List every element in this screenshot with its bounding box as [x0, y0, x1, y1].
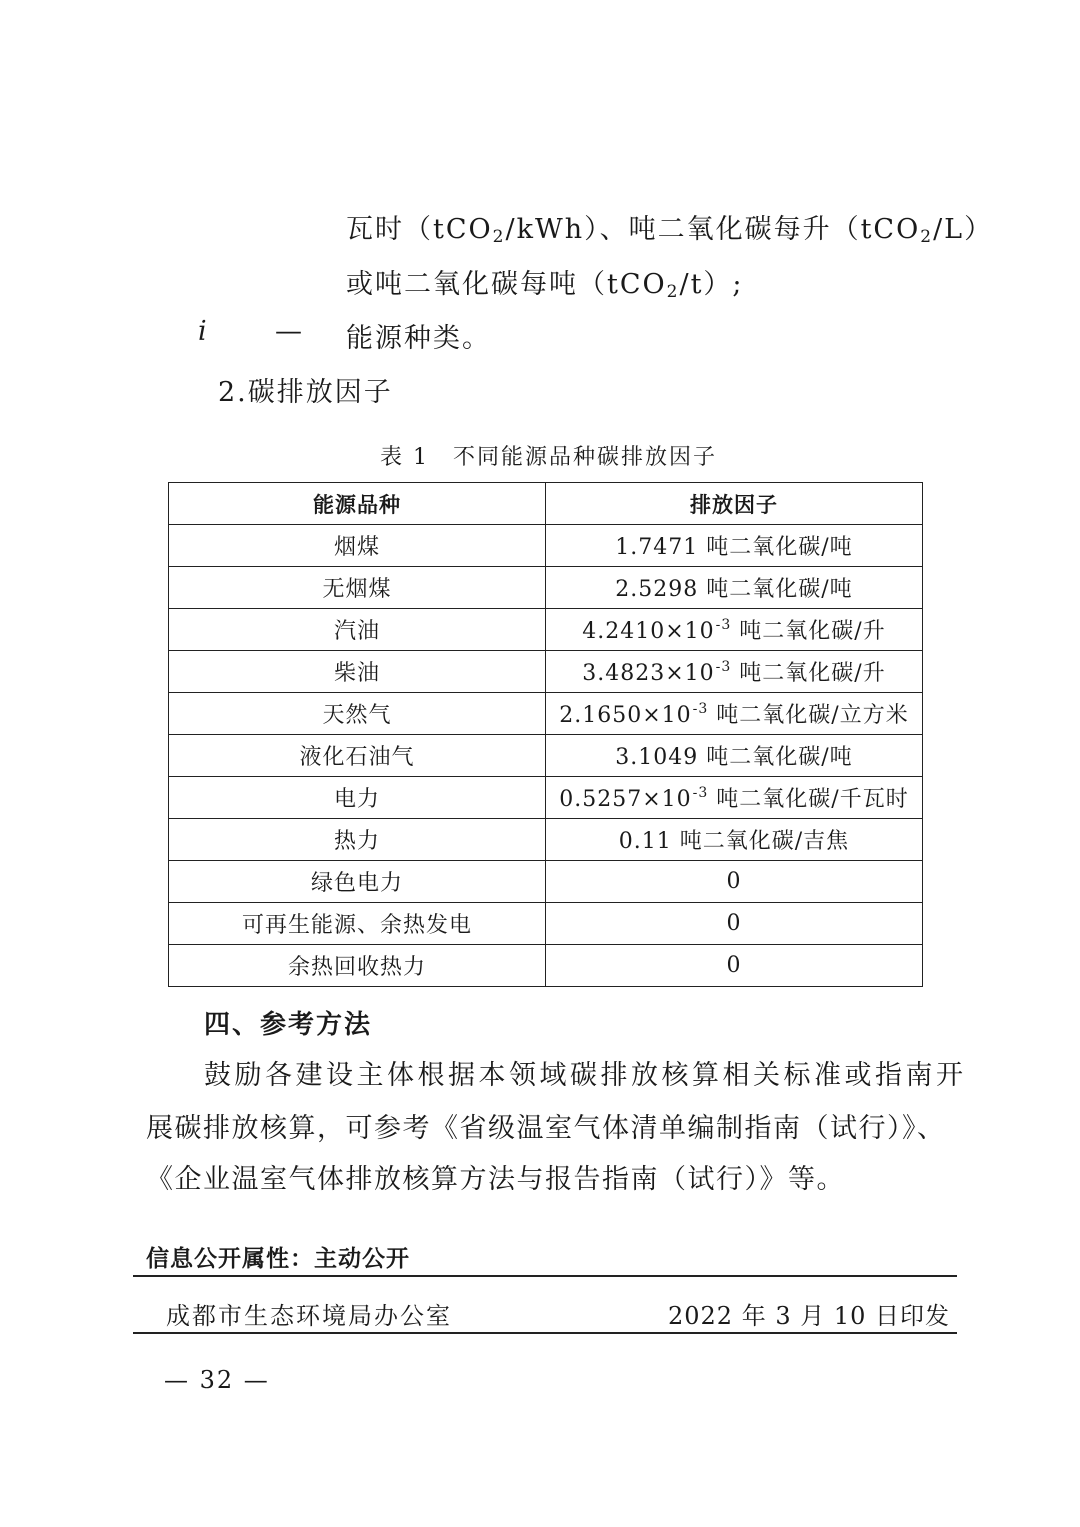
table-row: [169, 735, 923, 777]
table-row: [169, 861, 923, 903]
table-row: [169, 609, 923, 651]
energy-cell: 柴油: [169, 651, 546, 693]
table-caption: 表 1 不同能源品种碳排放因子: [380, 445, 717, 470]
factor-cell: 2.5298 吨二氧化碳/吨: [546, 567, 923, 609]
footer-rule-top: [133, 1275, 957, 1277]
paragraph-line-2: 展碳排放核算，可参考《省级温室气体清单编制指南（试行）》、: [146, 1113, 946, 1144]
factor-cell: 1.7471 吨二氧化碳/吨: [546, 525, 923, 567]
table-row: [169, 651, 923, 693]
factor-cell: $0.5257\times 10^{-3}$ 吨二氧化碳/千瓦时: [546, 777, 923, 819]
factor-cell: 3.1049 吨二氧化碳/吨: [546, 735, 923, 777]
table-row: [169, 567, 923, 609]
unit-description-line-2: 或吨二氧化碳每吨（tCO$_2$/t）;: [346, 269, 744, 302]
unit-description-line-1: 瓦时（tCO$_2$/kWh）、吨二氧化碳每升（tCO$_2$/L）: [346, 214, 994, 247]
energy-cell: 天然气: [169, 693, 546, 735]
variable-description: 能源种类。: [346, 323, 491, 354]
table-row: [169, 819, 923, 861]
energy-cell: 电力: [169, 777, 546, 819]
disclosure-attribute: 信息公开属性：主动公开: [146, 1246, 410, 1272]
energy-cell: 烟煤: [169, 525, 546, 567]
table-row: [169, 525, 923, 567]
energy-cell: 液化石油气: [169, 735, 546, 777]
factor-cell: 0: [546, 861, 923, 903]
table-row: [169, 693, 923, 735]
energy-cell: 热力: [169, 819, 546, 861]
header-energy-type: 能源品种: [169, 483, 546, 525]
energy-cell: 余热回收热力: [169, 945, 546, 987]
section-heading-reference-methods: 四、参考方法: [204, 1010, 373, 1040]
variable-dash: —: [275, 316, 304, 347]
header-emission-factor: 排放因子: [546, 483, 923, 525]
energy-cell: 可再生能源、余热发电: [169, 903, 546, 945]
emission-factor-table: [168, 482, 923, 987]
paragraph-line-3: 《企业温室气体排放核算方法与报告指南（试行）》等。: [146, 1164, 845, 1195]
energy-cell: 绿色电力: [169, 861, 546, 903]
energy-cell: 无烟煤: [169, 567, 546, 609]
paragraph-line-1: 鼓励各建设主体根据本领域碳排放核算相关标准或指南开: [204, 1060, 967, 1091]
table-row: [169, 903, 923, 945]
factor-cell: 0.11 吨二氧化碳/吉焦: [546, 819, 923, 861]
factor-cell: $3.4823\times 10^{-3}$ 吨二氧化碳/升: [546, 651, 923, 693]
issue-date: 2022 年 3 月 10 日印发: [668, 1302, 951, 1330]
page-number: — 32 —: [164, 1366, 270, 1394]
factor-cell: $2.1650\times 10^{-3}$ 吨二氧化碳/立方米: [546, 693, 923, 735]
factor-cell: $4.2410\times 10^{-3}$ 吨二氧化碳/升: [546, 609, 923, 651]
table-header-row: [169, 483, 923, 525]
factor-cell: 0: [546, 945, 923, 987]
footer-rule-bottom: [133, 1332, 957, 1334]
issuing-office: 成都市生态环境局办公室: [166, 1302, 452, 1330]
variable-symbol: i: [198, 316, 209, 347]
table-row: [169, 945, 923, 987]
energy-cell: 汽油: [169, 609, 546, 651]
table-row: [169, 777, 923, 819]
section-heading-emission-factor: 2.碳排放因子: [218, 377, 393, 408]
factor-cell: 0: [546, 903, 923, 945]
